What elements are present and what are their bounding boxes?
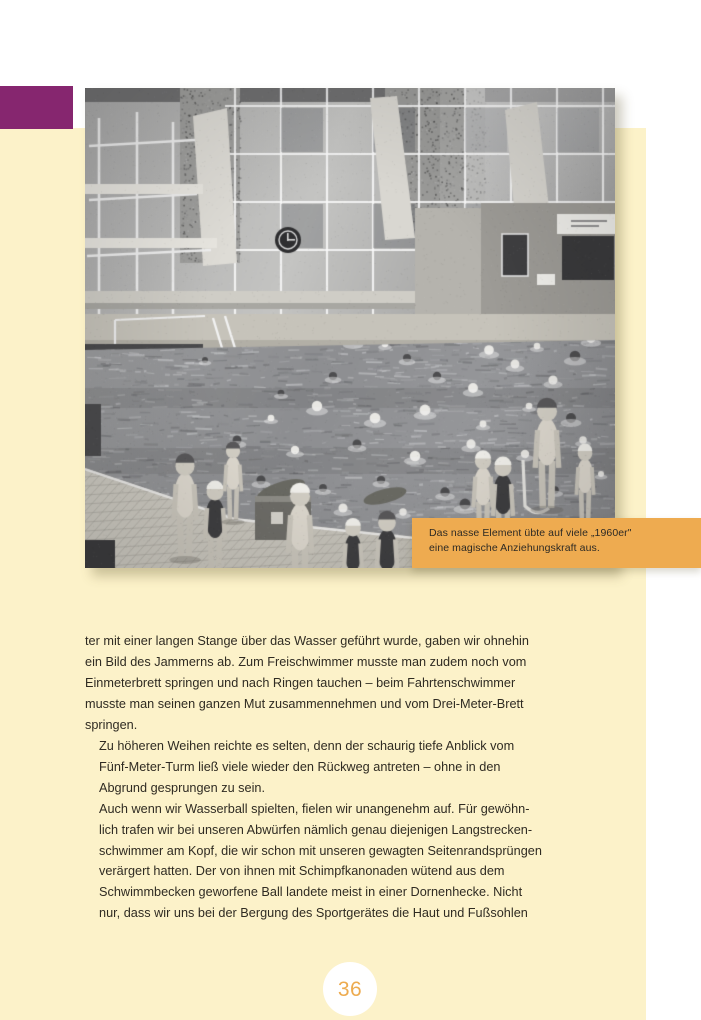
body-line: schwimmer am Kopf, die wir schon mit unseren gewagten Seitenrandsprüngen xyxy=(99,843,542,858)
body-text xyxy=(85,631,616,924)
page-number-badge xyxy=(323,962,377,1016)
archival-photo xyxy=(85,88,615,568)
body-line: nur, dass wir uns bei der Bergung des Sportgerätes die Haut und Fußsohlen xyxy=(99,906,528,921)
body-line: lich trafen wir bei unseren Abwürfen nämlich genau diejenigen Langstrecken- xyxy=(99,822,533,837)
body-paragraph xyxy=(85,631,616,736)
caption-line-2: eine magische Anziehungskraft aus. xyxy=(429,541,600,554)
body-line: verärgert hatten. Der von ihnen mit Schimpfkanonaden wütend aus dem xyxy=(99,864,505,879)
body-line: Zu höheren Weihen reichte es selten, denn der schaurig tiefe Anblick vom xyxy=(99,738,515,753)
body-paragraph xyxy=(85,736,616,799)
body-line: Schwimmbecken geworfene Ball landete meist in einer Dornenhecke. Nicht xyxy=(99,885,523,900)
body-line: ter mit einer langen Stange über das Wasser geführt wurde, gaben wir ohnehin xyxy=(85,634,529,648)
body-paragraph xyxy=(85,799,616,925)
page-number: 36 xyxy=(337,977,363,1001)
body-line: musste man seinen ganzen Mut zusammennehmen und vom Drei-Meter-Brett xyxy=(85,696,524,711)
body-line: Fünf-Meter-Turm ließ viele wieder den Rückweg antreten – ohne in den xyxy=(99,759,501,774)
body-line: Einmeterbrett springen und nach Ringen tauchen – beim Fahrtenschwimmer xyxy=(85,675,516,690)
photo-caption-box xyxy=(412,518,701,568)
caption-line-1: Das nasse Element übte auf viele „1960er" xyxy=(429,527,632,539)
purple-accent-block xyxy=(0,86,73,129)
body-line: Auch wenn wir Wasserball spielten, fielen wir unangenehm auf. Für gewöhn- xyxy=(99,801,530,816)
page-right-margin xyxy=(646,0,701,1020)
photo-canvas xyxy=(85,88,615,568)
body-line: Abgrund gesprungen zu sein. xyxy=(99,780,266,795)
page-top-margin xyxy=(0,0,701,88)
body-line: springen. xyxy=(85,717,138,732)
body-line: ein Bild des Jammerns ab. Zum Freischwimmer musste man zudem noch vom xyxy=(85,654,527,669)
